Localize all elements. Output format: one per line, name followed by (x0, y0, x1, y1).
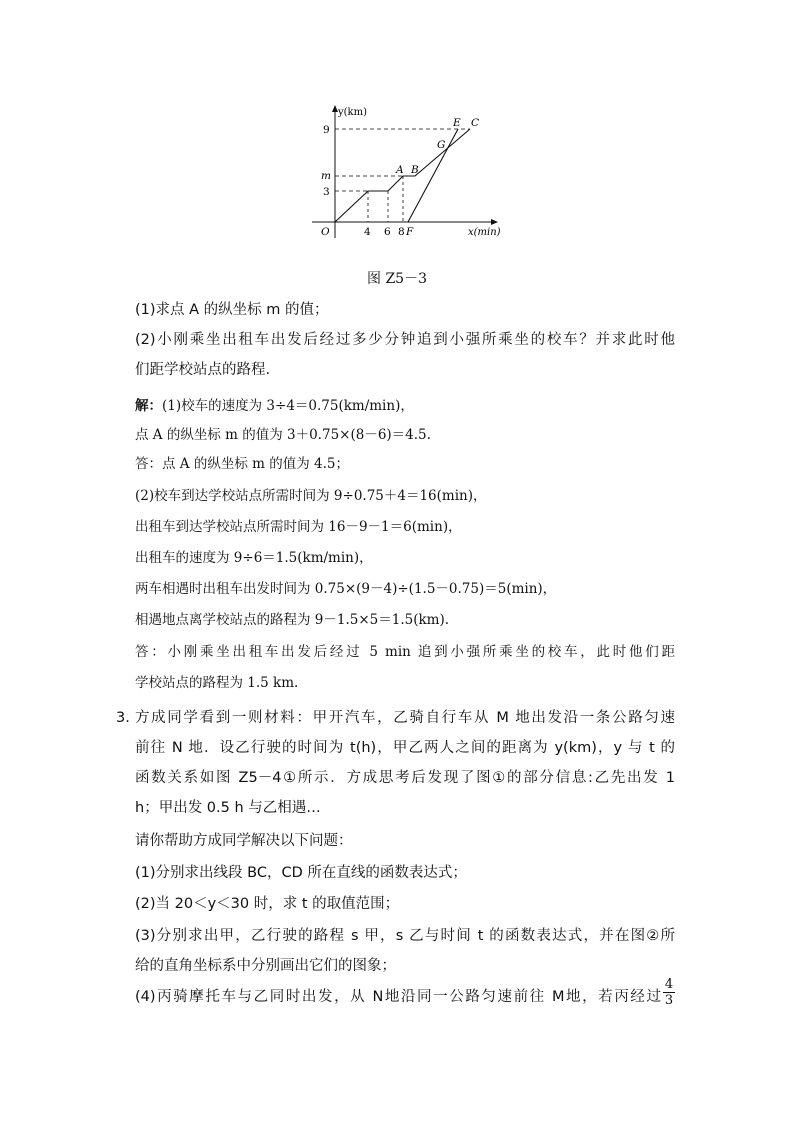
fraction-four-thirds (663, 977, 675, 1008)
y-tick-3: 3 (323, 186, 330, 198)
solution-line-3: 答：点 A 的纵坐标 m 的值为 4.5； (135, 456, 349, 472)
solution-line-7: 两车相遇时出租车出发时间为 0.75×(9－4)÷(1.5－0.75)＝5(min)， (135, 581, 557, 597)
x-axis-label: x(min) (468, 227, 501, 238)
origin-label: O (321, 226, 330, 238)
solution-line-5: 出租车到达学校站点所需时间为 16－9－1＝6(min)， (135, 519, 462, 535)
question-part-2-cont: 们距学校站点的路程. (135, 362, 271, 378)
problem-3-part-3: (3)分别求出甲，乙行驶的路程 s 甲，s 乙与时间 t 的函数表达式，并在图②所 (135, 928, 675, 944)
x-tick-8: 8 (398, 226, 405, 238)
problem-3-line-1: 方成同学看到一则材料：甲开汽车，乙骑自行车从 M 地出发沿一条公路匀速 (135, 710, 675, 726)
point-b-label: B (411, 164, 419, 176)
figure-caption: 图 Z5－3 (367, 271, 427, 287)
problem-3-part-1: (1)分别求出线段 BC，CD 所在直线的函数表达式； (135, 865, 467, 881)
solution-line-4: (2)校车到达学校站点所需时间为 9÷0.75＋4＝16(min)， (135, 488, 487, 504)
x-axis-arrow (491, 219, 498, 225)
question-part-2: (2)小刚乘坐出租车出发后经过多少分钟追到小强所乘坐的校车？并求此时他 (135, 332, 675, 348)
problem-3-part-4: (4)丙骑摩托车与乙同时出发，从 N地沿同一公路匀速前往 M地，若丙经过 (135, 989, 661, 1005)
x-tick-6: 6 (384, 226, 391, 238)
solution-lead: 解： (135, 398, 162, 414)
point-c-label: C (471, 117, 480, 129)
y-axis-label: y(km) (338, 107, 367, 118)
point-a-label: A (396, 164, 404, 176)
fraction-denominator: 3 (664, 993, 674, 1008)
point-f-label: F (406, 226, 414, 238)
y-tick-m: m (321, 170, 331, 182)
fraction-numerator: 4 (664, 977, 674, 992)
point-e-label: E (453, 117, 461, 129)
x-tick-4: 4 (364, 226, 371, 238)
y-tick-9: 9 (323, 124, 330, 136)
solution-line-9: 答：小刚乘坐出租车出发后经过 5 min 追到小强所乘坐的校车，此时他们距 (135, 644, 675, 660)
point-g-label: G (437, 139, 446, 151)
solution-line-6: 出租车的速度为 9÷6＝1.5(km/min)， (135, 550, 373, 566)
distance-time-graph (290, 98, 530, 248)
problem-3-line-5: 请你帮助方成同学解决以下问题： (135, 833, 353, 849)
problem-3-number: 3. (116, 710, 130, 726)
problem-3-line-4: h；甲出发 0.5 h 与乙相遇… (135, 800, 321, 816)
solution-text-1: (1)校车的速度为 3÷4＝0.75(km/min)， (162, 398, 414, 414)
solution-line-10: 学校站点的路程为 1.5 km. (135, 675, 299, 691)
problem-3-line-3: 函数关系如图 Z5－4①所示．方成思考后发现了图①的部分信息:乙先出发 1 (135, 770, 675, 786)
problem-3-part-2: (2)当 20＜y＜30 时，求 t 的取值范围； (135, 896, 400, 912)
solution-line-1 (135, 396, 414, 416)
question-part-1: (1)求点 A 的纵坐标 m 的值； (135, 302, 329, 318)
solution-line-2: 点 A 的纵坐标 m 的值为 3＋0.75×(8－6)＝4.5. (135, 427, 431, 443)
figure-z5-3 (290, 98, 530, 248)
solution-line-8: 相遇地点离学校站点的路程为 9－1.5×5＝1.5(km). (135, 612, 450, 628)
problem-3-part-3-cont: 给的直角坐标系中分别画出它们的图象； (135, 958, 396, 974)
problem-3-line-2: 前往 N 地．设乙行驶的时间为 t(h)，甲乙两人之间的距离为 y(km)，y 与 t 的 (135, 740, 675, 756)
